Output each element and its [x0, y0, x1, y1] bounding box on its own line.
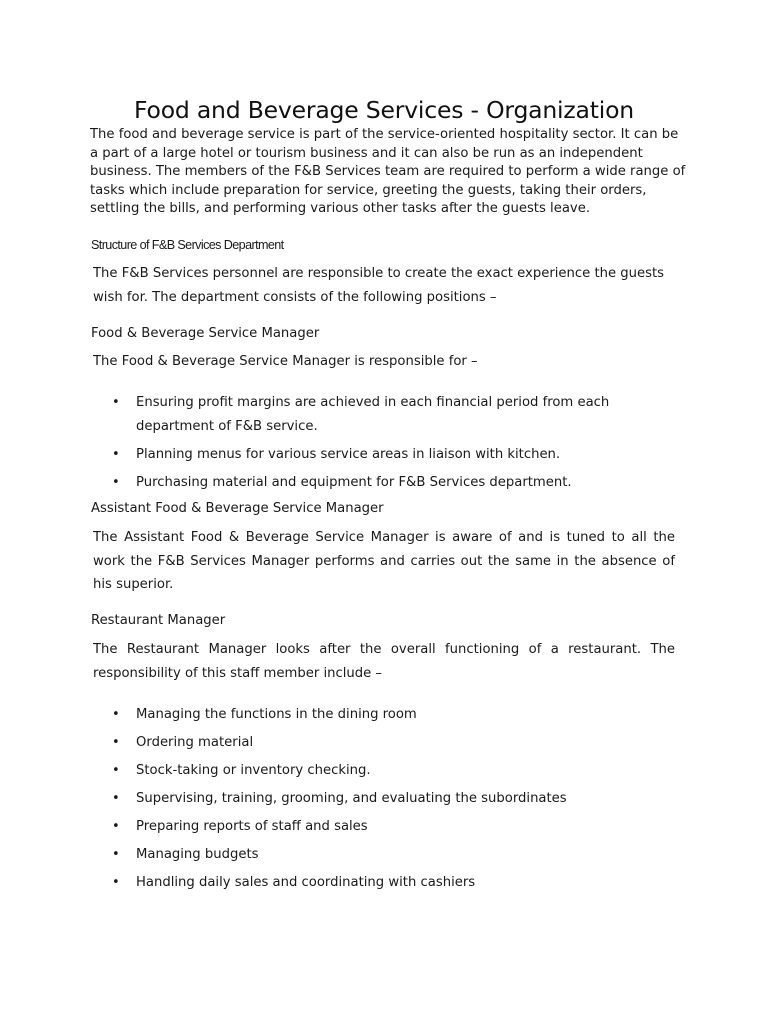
list-item-text: Supervising, training, grooming, and evaluating the subordinates [136, 791, 567, 806]
structure-heading: Structure of F&B Services Department [91, 238, 284, 252]
bullet-icon: • [112, 707, 120, 722]
bullet-icon: • [112, 847, 120, 862]
list-item-text: Purchasing material and equipment for F&B Services department. [136, 475, 572, 490]
restaurant-manager-description: The Restaurant Manager looks after the overall functioning of a restaurant. The responsibility of this staff member include – [93, 642, 675, 681]
list-item-text: Ordering material [136, 735, 254, 750]
fb-manager-heading: Food & Beverage Service Manager [91, 326, 320, 341]
bullet-icon: • [112, 763, 120, 778]
bullet-icon: • [112, 875, 120, 890]
bullet-icon: • [112, 791, 120, 806]
page-title: Food and Beverage Services - Organization [134, 96, 634, 124]
list-item-text: Planning menus for various service areas in liaison with kitchen. [136, 447, 561, 462]
bullet-icon: • [112, 395, 120, 410]
fb-manager-intro: The Food & Beverage Service Manager is responsible for – [93, 354, 478, 369]
structure-description: The F&B Services personnel are responsible to create the exact experience the guests wish for. The department consists of the following positions – [93, 266, 665, 305]
list-item-text: Managing budgets [136, 847, 259, 862]
list-item-text: Managing the functions in the dining room [136, 707, 417, 722]
bullet-icon: • [112, 819, 120, 834]
intro-paragraph: The food and beverage service is part of the service-oriented hospitality sector. It can be a part of a large hotel or tourism business and it can also be run as an independent business. The members of the F&B Services team are required to perform a wide range of tasks which include preparation for service, greeting the guests, taking their orders, settling the bills, and performing various other tasks after the guests leave. [90, 127, 686, 217]
bullet-icon: • [112, 735, 120, 750]
list-item-text: Handling daily sales and coordinating with cashiers [136, 875, 476, 890]
assistant-manager-heading: Assistant Food & Beverage Service Manager [91, 501, 384, 516]
bullet-icon: • [112, 447, 120, 462]
assistant-manager-description: The Assistant Food & Beverage Service Manager is aware of and is tuned to all the work the F&B Services Manager performs and carries out the same in the absence of his superior. [93, 530, 675, 592]
bullet-icon: • [112, 475, 120, 490]
list-item-text: Stock-taking or inventory checking. [136, 763, 371, 778]
list-item-text: Ensuring profit margins are achieved in each financial period from each department of F&B service. [136, 395, 610, 434]
restaurant-manager-heading: Restaurant Manager [91, 613, 226, 628]
list-item-text: Preparing reports of staff and sales [136, 819, 368, 834]
